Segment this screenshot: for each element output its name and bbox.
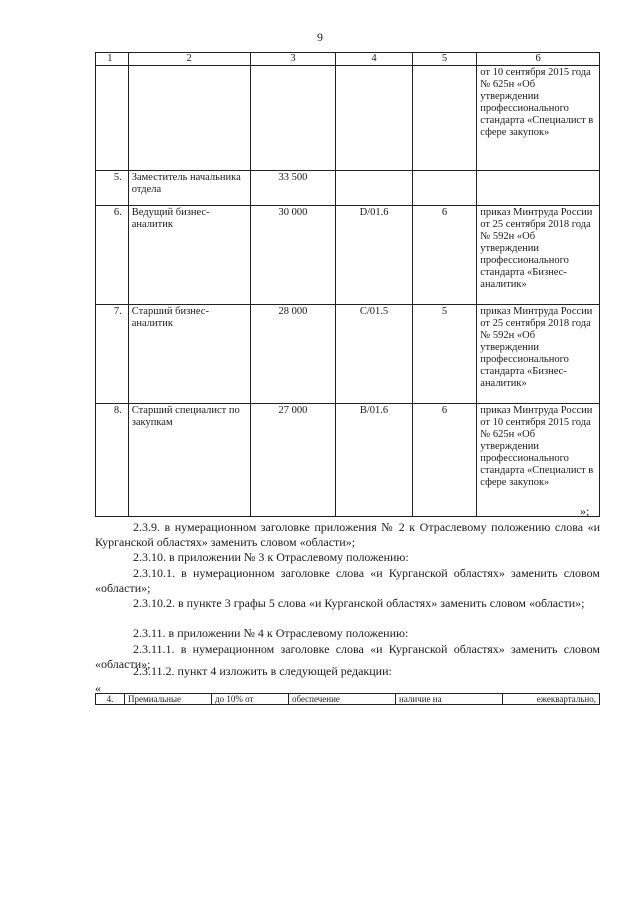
position-cell: Заместитель начальника отдела: [128, 171, 250, 206]
row-number: 8.: [96, 404, 129, 517]
basis-cell: приказ Минтруда России от 25 сентября 2018 года № 592н «Об утверждении профессионального стандарта «Бизнес-аналитик»: [477, 305, 600, 404]
basis-cell: приказ Минтруда России от 25 сентября 2018 года № 592н «Об утверждении профессионального стандарта «Бизнес-аналитик»: [477, 206, 600, 305]
position-cell: Ведущий бизнес-аналитик: [128, 206, 250, 305]
paragraph: 2.3.10. в приложении № 3 к Отраслевому положению:: [133, 550, 409, 564]
bonus-period-cell: ежеквартально,: [503, 694, 600, 705]
table-row: [96, 171, 600, 206]
level-cell: 6: [412, 404, 477, 517]
paragraph: 2.3.10.2. в пункте 3 графы 5 слова «и Курганской областях» заменить словом «области»;: [133, 596, 585, 610]
row-number: 4.: [96, 694, 125, 705]
salary-cell: 28 000: [250, 305, 336, 404]
code-cell: D/01.6: [336, 206, 413, 305]
position-cell: Старший специалист по закупкам: [128, 404, 250, 517]
level-cell: 6: [412, 206, 477, 305]
opening-quote: «: [95, 681, 101, 695]
header-cell: 4: [336, 53, 413, 66]
table-row: [96, 305, 600, 404]
row-number: 5.: [96, 171, 129, 206]
header-cell: 5: [412, 53, 477, 66]
code-cell: [336, 171, 413, 206]
paragraph: 2.3.11.2. пункт 4 изложить в следующей редакции:: [133, 664, 392, 678]
level-cell: 5: [412, 305, 477, 404]
bonus-name-cell: Премиальные: [125, 694, 212, 705]
table-row: [96, 404, 600, 517]
page-number: 9: [317, 30, 323, 44]
paragraph: 2.3.11.1. в нумерационном заголовке слова «и Курганской областях» заменить словом «области»;: [95, 642, 600, 671]
bonus-condition-cell: обеспечение: [289, 694, 396, 705]
row-number: 7.: [96, 305, 129, 404]
table-closing-mark: »;: [580, 504, 590, 518]
bonus-table: [95, 693, 600, 705]
position-cell: Старший бизнес-аналитик: [128, 305, 250, 404]
table-header-row: [96, 53, 600, 66]
bonus-criteria-cell: наличие на: [396, 694, 503, 705]
basis-cell: [477, 171, 600, 206]
basis-cell: от 10 сентября 2015 года № 625н «Об утверждении профессионального стандарта «Специалист в сфере закупок»: [477, 66, 600, 171]
table-row: [96, 694, 600, 705]
salary-table: [95, 52, 600, 517]
row-number: 6.: [96, 206, 129, 305]
table-row: [96, 206, 600, 305]
level-cell: [412, 171, 477, 206]
paragraph: 2.3.11. в приложении № 4 к Отраслевому положению:: [133, 626, 409, 640]
header-cell: 3: [250, 53, 336, 66]
salary-cell: 33 500: [250, 171, 336, 206]
paragraph: 2.3.10.1. в нумерационном заголовке слова «и Курганской областях» заменить словом «области»;: [95, 566, 600, 595]
header-cell: 1: [96, 53, 129, 66]
code-cell: B/01.6: [336, 404, 413, 517]
table-row: [96, 66, 600, 171]
salary-cell: 30 000: [250, 206, 336, 305]
salary-cell: 27 000: [250, 404, 336, 517]
header-cell: 2: [128, 53, 250, 66]
header-cell: 6: [477, 53, 600, 66]
bonus-amount-cell: до 10% от: [212, 694, 289, 705]
code-cell: C/01.5: [336, 305, 413, 404]
paragraph: 2.3.9. в нумерационном заголовке приложения № 2 к Отраслевому положению слова «и Курганской областях» заменить словом «области»;: [95, 520, 600, 549]
basis-cell: приказ Минтруда России от 10 сентября 2015 года № 625н «Об утверждении профессионального стандарта «Специалист в сфере закупок»: [477, 404, 600, 517]
